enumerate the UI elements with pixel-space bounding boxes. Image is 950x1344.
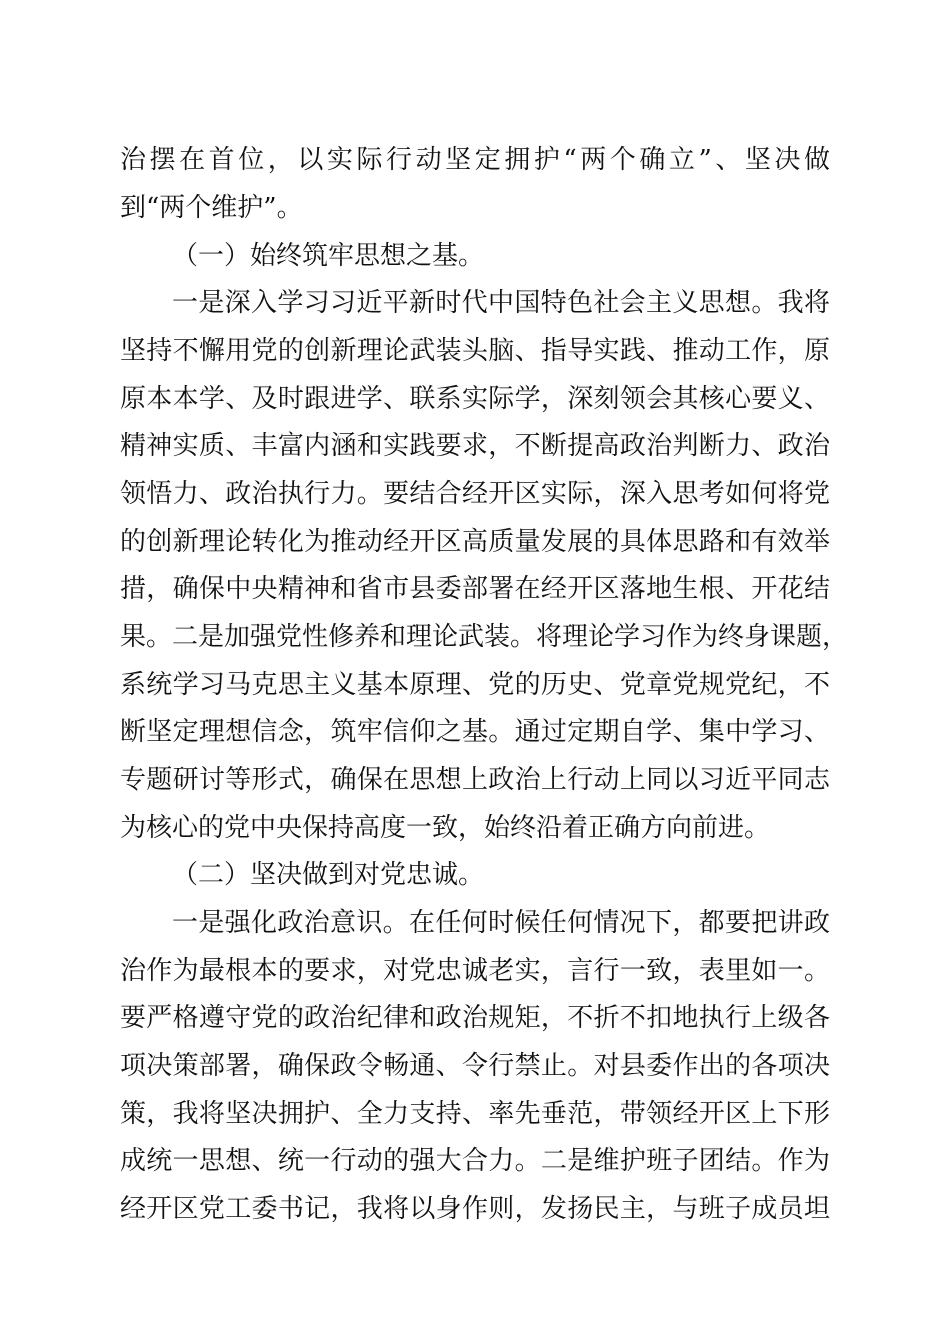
section-heading-2: （二）坚决做到对党忠诚。 bbox=[172, 860, 485, 890]
body-line: 原本本学、及时跟进学、联系实际学，深刻领会其核心要义、 bbox=[120, 384, 830, 414]
body-line: 系统学习马克思主义基本原理、党的历史、党章党规党纪，不 bbox=[120, 670, 830, 700]
body-line: 坚持不懈用党的创新理论武装头脑、指导实践、推动工作，原 bbox=[120, 336, 830, 366]
body-line: 为核心的党中央保持高度一致，始终沿着正确方向前进。 bbox=[120, 813, 771, 843]
body-line: 项决策部署，确保政令畅通、令行禁止。对县委作出的各项决 bbox=[120, 1051, 830, 1081]
body-line: 策，我将坚决拥护、全力支持、率先垂范，带领经开区上下形 bbox=[120, 1099, 830, 1129]
paragraph-start-line: 一是强化政治意识。在任何时候任何情况下，都要把讲政 bbox=[172, 908, 830, 938]
body-line: 经开区党工委书记，我将以身作则，发扬民主，与班子成员坦 bbox=[120, 1194, 830, 1224]
body-line: 治作为最根本的要求，对党忠诚老实，言行一致，表里如一。 bbox=[120, 956, 830, 986]
body-line: 成统一思想、统一行动的强大合力。二是维护班子团结。作为 bbox=[120, 1146, 830, 1176]
body-line: 精神实质、丰富内涵和实践要求，不断提高政治判断力、政治 bbox=[120, 431, 830, 461]
body-line: 到“两个维护”。 bbox=[120, 193, 303, 223]
paragraph-start-line: 一是深入学习习近平新时代中国特色社会主义思想。我将 bbox=[172, 288, 830, 318]
body-line: 领悟力、政治执行力。要结合经开区实际，深入思考如何将党 bbox=[120, 479, 830, 509]
section-heading-1: （一）始终筑牢思想之基。 bbox=[172, 241, 485, 271]
body-line: 专题研讨等形式，确保在思想上政治上行动上同以习近平同志 bbox=[120, 765, 830, 795]
body-line: 果。二是加强党性修养和理论武装。将理论学习作为终身课题， bbox=[120, 622, 849, 652]
body-line: 措，确保中央精神和省市县委部署在经开区落地生根、开花结 bbox=[120, 574, 830, 604]
body-line: 断坚定理想信念，筑牢信仰之基。通过定期自学、集中学习、 bbox=[120, 717, 830, 747]
body-line: 要严格遵守党的政治纪律和政治规矩，不折不扣地执行上级各 bbox=[120, 1003, 830, 1033]
body-line: 的创新理论转化为推动经开区高质量发展的具体思路和有效举 bbox=[120, 527, 830, 557]
body-line: 治摆在首位，以实际行动坚定拥护“两个确立”、坚决做 bbox=[120, 145, 830, 175]
